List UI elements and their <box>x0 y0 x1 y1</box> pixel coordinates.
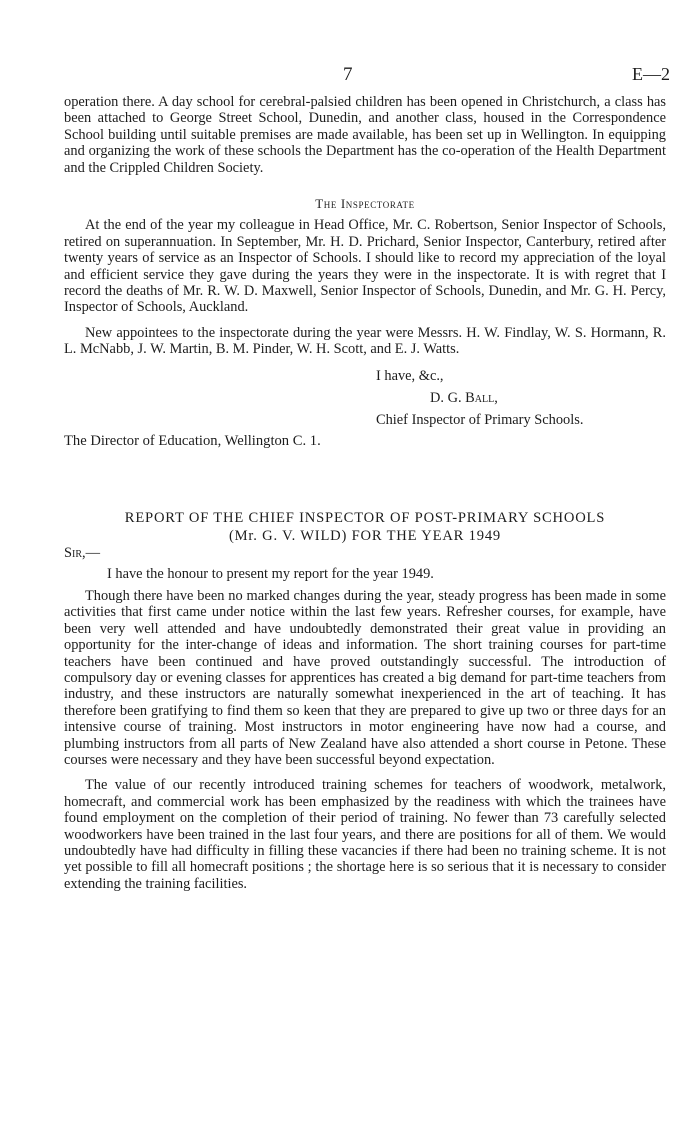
report-paragraph-2: The value of our recently introduced training schemes for teachers of woodwork, metalwork, homecraft, and commercial work has been emphasized by the readiness with which the trainees have found employment on the completion of their period of training. No fewer than 73 carefully selected woodworkers have been trained in the last four years, and there are positions for all of them. We would undoubtedly have had difficulty in filling these vacancies if there had been no training scheme. It is not yet possible to fill all homecraft positions ; the shortage here is so serious that it is necessary to consider extending the training facilities. <box>64 777 666 892</box>
salutation: Sir,— <box>64 545 100 562</box>
page-header <box>0 64 700 86</box>
addressee: The Director of Education, Wellington C. 1. <box>64 432 321 449</box>
page-number: 7 <box>343 64 353 85</box>
continuation-paragraph: operation there. A day school for cerebral-palsied children has been opened in Christchurch, a class has been attached to George Street School, Dunedin, and another class, housed in the Correspondence School building until suitable premises are made available, has been set up in Wellington. In equipping and organizing the work of these schools the Department has the co-operation of the Health Department and the Crippled Children Society. <box>64 94 666 176</box>
opening-line: I have the honour to present my report for the year 1949. <box>107 565 434 582</box>
inspectorate-paragraph-1: At the end of the year my colleague in Head Office, Mr. C. Robertson, Senior Inspector of Schools, retired on superannuation. In September, Mr. H. D. Prichard, Senior Inspector, Canterbury, retired after twenty years of service as an Inspector of Schools. I should like to record my appreciation of the loyal and efficient service they gave during the years they were in the inspectorate. It is with regret that I record the deaths of Mr. R. W. D. Maxwell, Senior Inspector of Schools, Dunedin, and Mr. G. H. Percy, Inspector of Schools, Auckland. <box>64 217 666 316</box>
series-code: E—2 <box>632 64 670 84</box>
report-paragraph-1: Though there have been no marked changes during the year, steady progress has been made in some activities that first came under notice within the last few years. Refresher courses, for example, have been very well attended and have undoubtedly demonstrated their great value in providing an opportunity for the inter-change of ideas and information. The short training courses for part-time teachers have been continued and have proved outstandingly successful. The introduction of compulsory day or evening classes for apprentices has created a big demand for part-time teachers from industry, and these instructors are naturally somewhat inexperienced in the art of teaching. It has therefore been gratifying to find them so keen that they are prepared to give up two or three days for an intensive course of training. Most instructors in motor engineering have now had a course, and plumbing instructors from all parts of New Zealand have also attended a short course in Petone. These courses were necessary and they have been successful beyond expectation. <box>64 587 666 768</box>
report-title-line-2: (Mr. G. V. WILD) FOR THE YEAR 1949 <box>228 528 502 545</box>
signature-block <box>376 365 666 431</box>
section-heading-inspectorate: The Inspectorate <box>315 196 415 212</box>
signature-name: D. G. Ball, <box>430 389 498 406</box>
inspectorate-paragraph-2: New appointees to the inspectorate during the year were Messrs. H. W. Findlay, W. S. Hormann, R. L. McNabb, J. W. Martin, B. M. Pinder, W. H. Scott, and E. J. Watts. <box>64 324 666 358</box>
document-body <box>64 94 666 892</box>
signature-title: Chief Inspector of Primary Schools. <box>376 411 584 428</box>
report-title-line-1: REPORT OF THE CHIEF INSPECTOR OF POST-PRIMARY SCHOOLS <box>124 510 606 527</box>
signature-closing: I have, &c., <box>376 367 444 384</box>
report-title <box>64 509 666 545</box>
